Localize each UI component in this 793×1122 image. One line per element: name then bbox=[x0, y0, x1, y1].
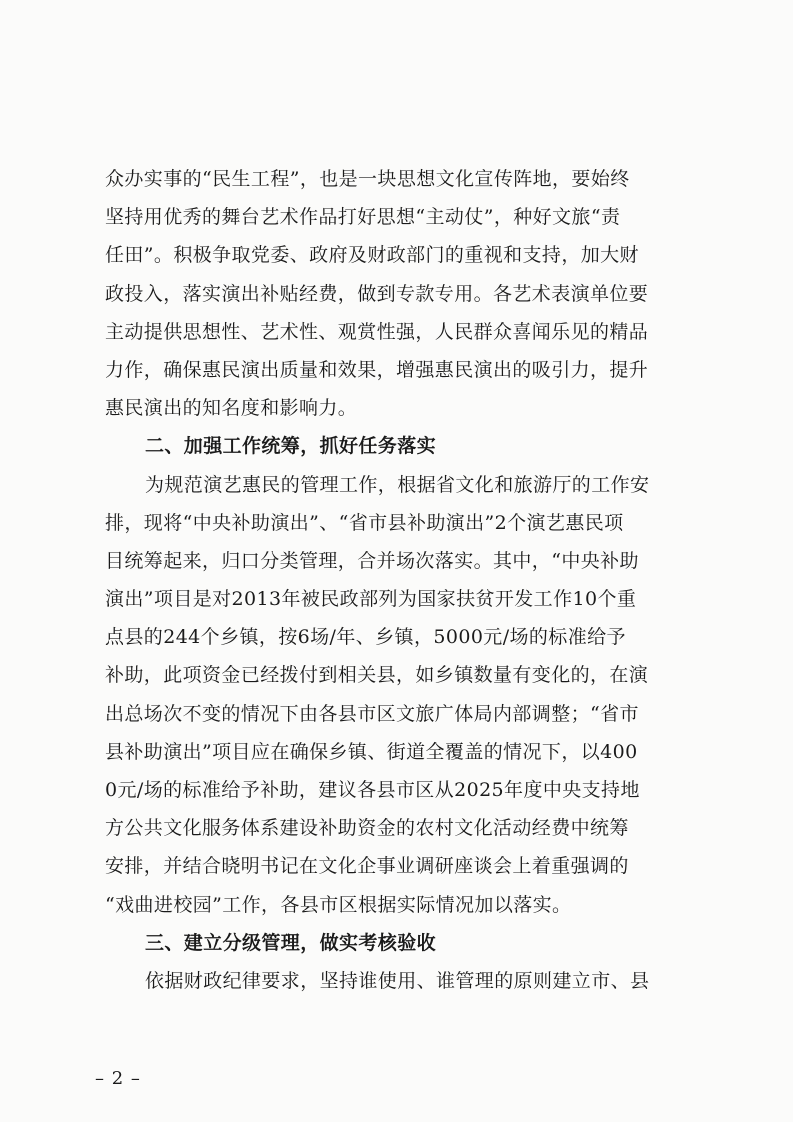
text-line: 众办实事的“民生工程”，也是一块思想文化宣传阵地，要始终 bbox=[105, 168, 630, 190]
text-line: 出总场次不变的情况下由各县市区文旅广体局内部调整；“省市 bbox=[105, 702, 639, 725]
text-line: 力作，确保惠民演出质量和效果，增强惠民演出的吸引力，提升 bbox=[105, 358, 649, 381]
body-text bbox=[105, 160, 690, 1000]
section-heading-3: 三、建立分级管理，做实考核验收 bbox=[145, 931, 437, 954]
text-line: 惠民演出的知名度和影响力。 bbox=[105, 397, 358, 420]
text-line: 点县的244个乡镇，按6场/年、乡镇，5000元/场的标准给予 bbox=[105, 626, 626, 649]
text-line: 安排，并结合晓明书记在文化企事业调研座谈会上着重强调的 bbox=[105, 855, 629, 878]
text-line: 0元/场的标准给予补助，建议各县市区从2025年度中央支持地 bbox=[105, 779, 640, 801]
section-heading-2: 二、加强工作统筹，抓好任务落实 bbox=[145, 435, 437, 458]
text-line: 补助，此项资金已经拨付到相关县，如乡镇数量有变化的，在演 bbox=[105, 664, 649, 687]
text-line: 主动提供思想性、艺术性、观赏性强，人民群众喜闻乐见的精品 bbox=[105, 320, 649, 343]
page-number: – 2 – bbox=[95, 1068, 141, 1089]
paragraph-start: 依据财政纪律要求，坚持谁使用、谁管理的原则建立市、县 bbox=[145, 969, 650, 992]
text-line: 政投入，落实演出补贴经费，做到专款专用。各艺术表演单位要 bbox=[105, 282, 649, 305]
paragraph-start: 为规范演艺惠民的管理工作，根据省文化和旅游厅的工作安 bbox=[145, 473, 650, 496]
text-line: 演出”项目是对2013年被民政部列为国家扶贫开发工作10个重 bbox=[105, 588, 637, 611]
text-line: 任田”。积极争取党委、政府及财政部门的重视和支持，加大财 bbox=[105, 244, 639, 267]
text-line: 坚持用优秀的舞台艺术作品打好思想“主动仗”，种好文旅“责 bbox=[105, 206, 621, 229]
text-line: “戏曲进校园”工作，各县市区根据实际情况加以落实。 bbox=[105, 893, 572, 916]
text-line: 方公共文化服务体系建设补助资金的农村文化活动经费中统筹 bbox=[105, 817, 629, 840]
text-line: 县补助演出”项目应在确保乡镇、街道全覆盖的情况下，以400 bbox=[105, 740, 638, 763]
text-line: 排，现将“中央补助演出”、“省市县补助演出”2个演艺惠民项 bbox=[105, 511, 624, 534]
text-line: 目统筹起来，归口分类管理，合并场次落实。其中，“中央补助 bbox=[105, 549, 639, 572]
